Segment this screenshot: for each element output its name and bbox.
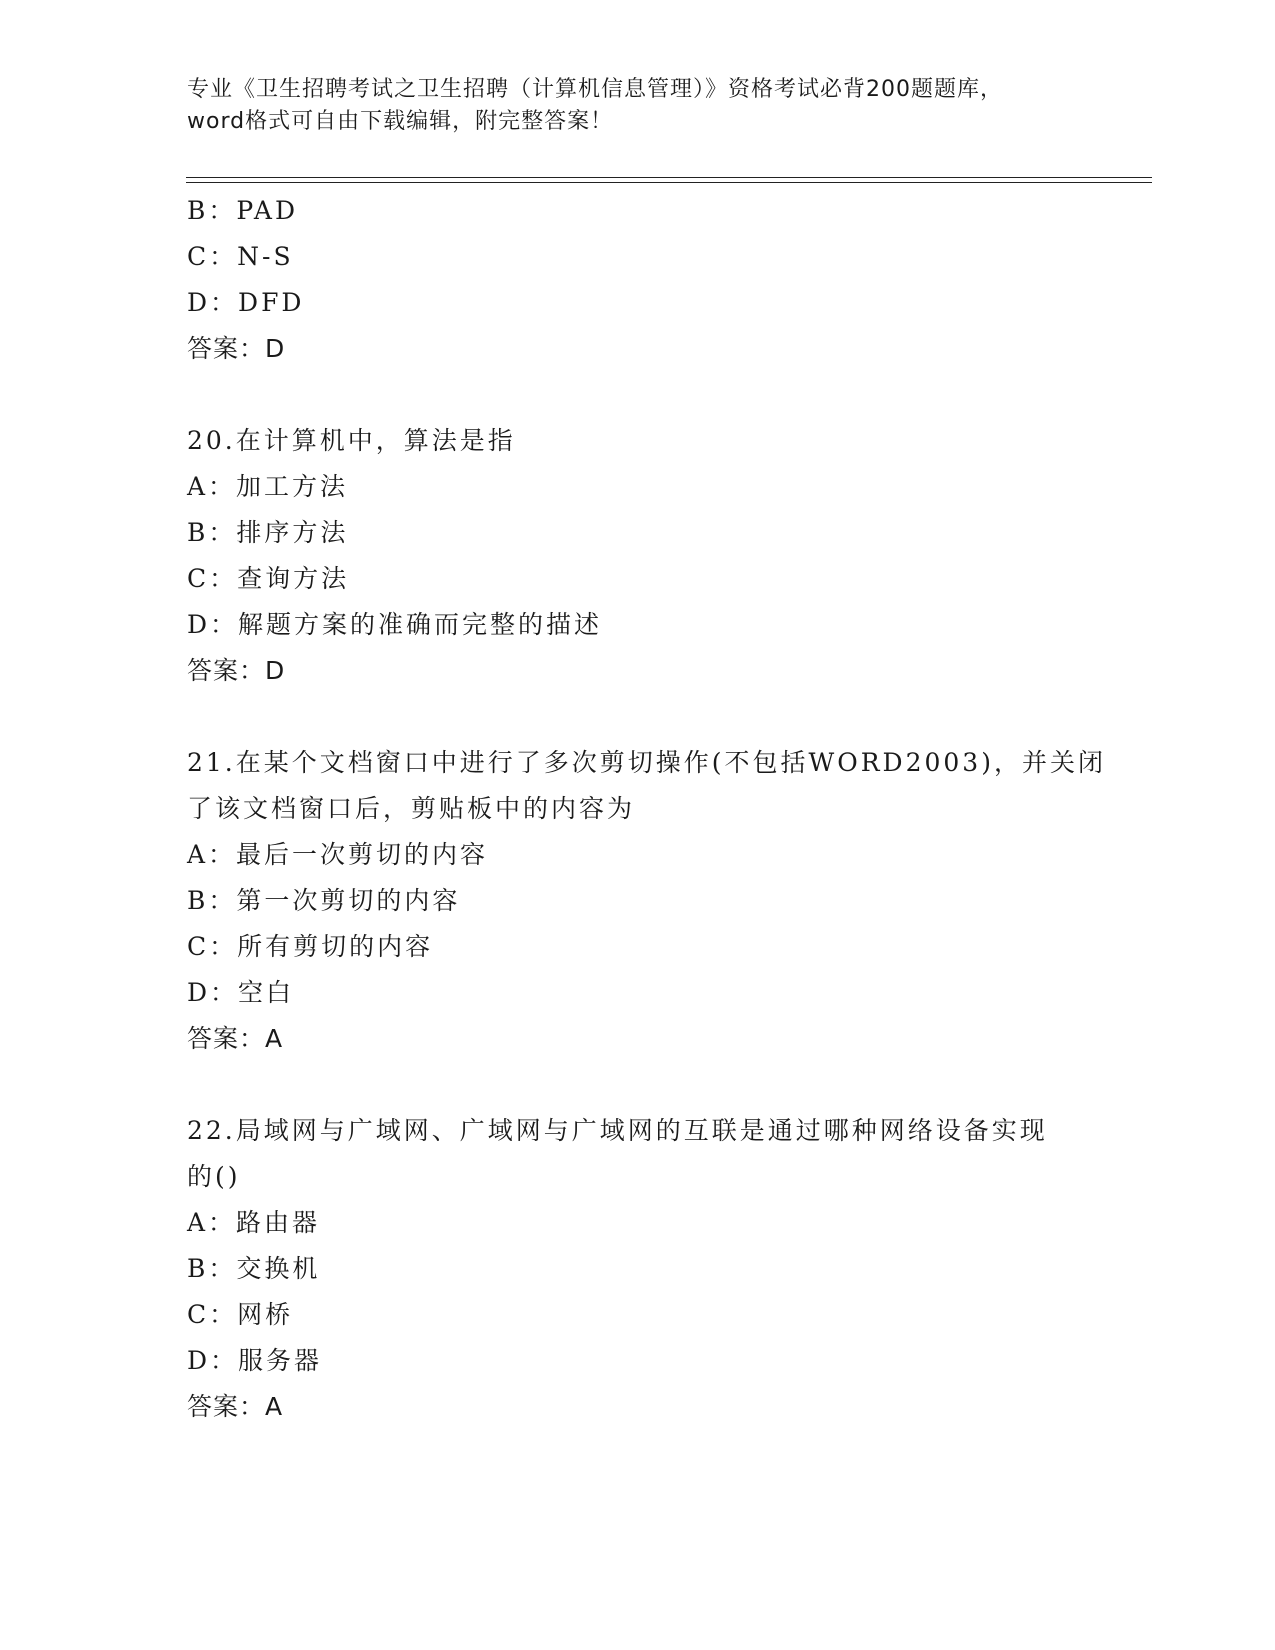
option-c: C：所有剪切的内容	[187, 932, 434, 961]
answer-line: 答案：D	[187, 656, 286, 685]
option-d: D：解题方案的准确而完整的描述	[187, 610, 603, 639]
question-stem-line-1: 21.在某个文档窗口中进行了多次剪切操作(不包括WORD2003)，并关闭	[187, 748, 1106, 777]
question-22	[187, 1108, 1087, 1430]
question-list	[187, 188, 1106, 1430]
option-d: D：DFD	[187, 288, 305, 317]
question-gap	[187, 372, 1087, 418]
option-d: D：空白	[187, 978, 295, 1007]
option-c: C：网桥	[187, 1300, 294, 1329]
header-line-2: word格式可自由下载编辑，附完整答案！	[187, 109, 614, 134]
option-a: A：最后一次剪切的内容	[187, 840, 489, 869]
header-rule-bottom	[186, 182, 1152, 183]
document-header	[187, 74, 1087, 138]
option-c: C：查询方法	[187, 564, 350, 593]
answer-line: 答案：A	[187, 1024, 284, 1053]
question-stem-line-1: 22.局域网与广域网、广域网与广域网的互联是通过哪种网络设备实现	[187, 1116, 1048, 1145]
answer-line: 答案：D	[187, 334, 286, 363]
question-21	[187, 740, 1106, 1062]
question-gap	[187, 1062, 1087, 1108]
option-b: B：交换机	[187, 1254, 321, 1283]
option-b: B：第一次剪切的内容	[187, 886, 461, 915]
option-a: A：加工方法	[187, 472, 349, 501]
option-b: B：排序方法	[187, 518, 349, 547]
option-b: B：PAD	[187, 196, 298, 225]
question-stem-line-2: 的()	[187, 1162, 241, 1191]
option-a: A：路由器	[187, 1208, 321, 1237]
question-gap	[187, 694, 1087, 740]
question-stem-line-2: 了该文档窗口后，剪贴板中的内容为	[187, 794, 636, 823]
question-stem: 20.在计算机中，算法是指	[187, 426, 516, 455]
option-c: C：N-S	[187, 242, 294, 271]
option-d: D：服务器	[187, 1346, 323, 1375]
question-19-tail	[187, 188, 1087, 372]
header-line-1: 专业《卫生招聘考试之卫生招聘（计算机信息管理）》资格考试必背200题题库，	[187, 77, 1003, 102]
question-20	[187, 418, 1087, 694]
answer-line: 答案：A	[187, 1392, 284, 1421]
header-rule-top	[186, 177, 1152, 178]
